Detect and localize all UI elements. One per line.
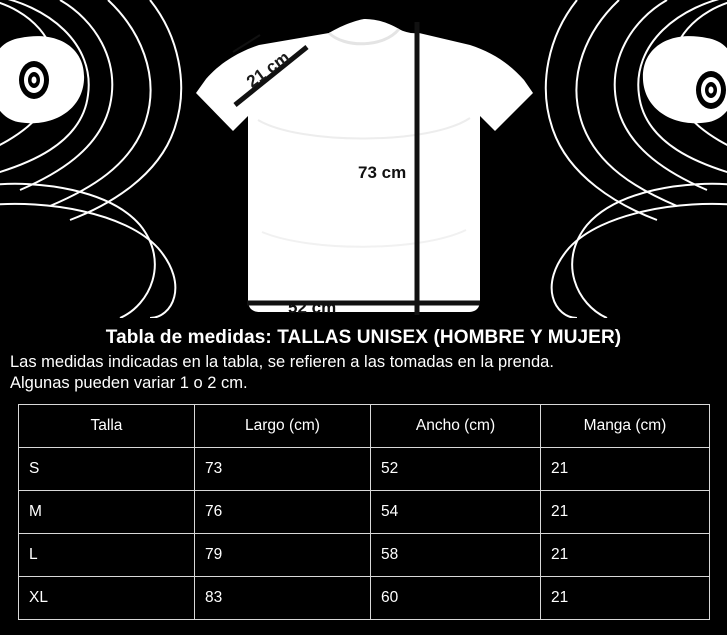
measurement-label-length: 73 cm [358,163,407,182]
table-cell-sleeve: 21 [541,534,710,577]
table-header-cell: Manga (cm) [541,405,710,448]
measurement-label-width: 52 cm [288,298,337,317]
heading-note-line-2: Algunas pueden variar 1 o 2 cm. [10,374,248,392]
table-cell-size: XL [19,577,195,620]
table-row [19,534,710,577]
heading-note-line-1: Las medidas indicadas en la tabla, se refieren a las tomadas en la prenda. [10,353,554,371]
size-table-wrapper [18,404,709,620]
table-cell-sleeve: 21 [541,448,710,491]
table-cell-length: 83 [195,577,371,620]
table-cell-size: S [19,448,195,491]
table-header-cell: Ancho (cm) [371,405,541,448]
table-cell-sleeve: 21 [541,491,710,534]
measurement-label-sleeve: 21 cm [243,47,294,92]
page-title: Tabla de medidas: TALLAS UNISEX (HOMBRE Y MUJER) [105,327,622,348]
table-cell-sleeve: 21 [541,577,710,620]
table-cell-width: 52 [371,448,541,491]
table-cell-size: M [19,491,195,534]
size-table [18,404,710,620]
heading-block [0,318,727,394]
table-cell-length: 79 [195,534,371,577]
table-row [19,491,710,534]
table-cell-width: 60 [371,577,541,620]
table-cell-length: 76 [195,491,371,534]
table-cell-width: 58 [371,534,541,577]
table-header-cell: Largo (cm) [195,405,371,448]
table-row [19,577,710,620]
table-cell-width: 54 [371,491,541,534]
table-header-cell: Talla [19,405,195,448]
table-cell-size: L [19,534,195,577]
table-cell-length: 73 [195,448,371,491]
table-header-row [19,405,710,448]
table-row [19,448,710,491]
